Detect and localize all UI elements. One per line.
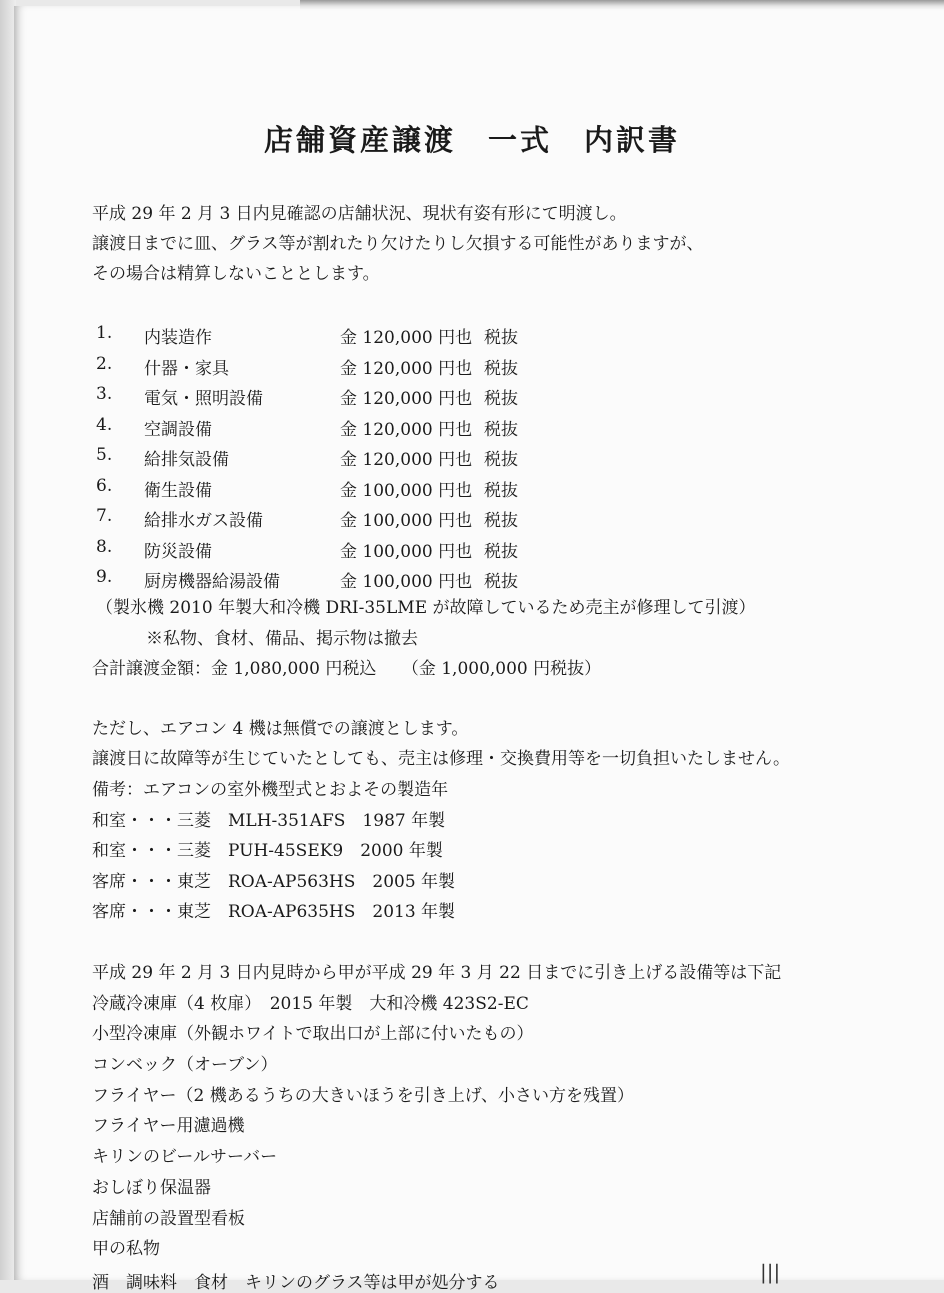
item-number: 2. — [96, 353, 113, 374]
item-name: 衛生設備 — [144, 480, 212, 501]
item-row — [0, 445, 944, 469]
item-row — [0, 415, 944, 439]
intro-line-2: 譲渡日までに皿、グラス等が割れたり欠けたりし欠損する可能性がありますが、 — [92, 234, 704, 254]
removal-line-6: フライヤー用濾過機 — [92, 1116, 245, 1136]
aircon-line-6: 客席・・・東芝 ROA-AP563HS 2005 年製 — [92, 872, 456, 892]
item-row — [0, 506, 944, 530]
item-amount: 金 120,000 円也 — [340, 450, 473, 470]
item-tax: 税抜 — [484, 328, 518, 348]
aircon-line-3: 備考：エアコンの室外機型式とおよその製造年 — [92, 780, 449, 800]
scan-shadow — [300, 0, 944, 10]
removal-line-9: 店舗前の設置型看板 — [92, 1209, 245, 1229]
removal-line-4: コンベック（オーブン） — [92, 1055, 278, 1075]
item-number: 4. — [96, 414, 113, 435]
item-name: 給排水ガス設備 — [144, 511, 263, 531]
aircon-line-1: ただし、エアコン 4 機は無償での譲渡とします。 — [92, 719, 469, 739]
aircon-line-4: 和室・・・三菱 MLH-351AFS 1987 年製 — [92, 811, 446, 831]
item-amount: 金 100,000 円也 — [340, 541, 473, 562]
removal-line-8: おしぼり保温器 — [92, 1178, 211, 1198]
item-number: 8. — [96, 536, 113, 557]
aircon-line-5: 和室・・・三菱 PUH-45SEK9 2000 年製 — [92, 841, 443, 861]
removal-line-3: 小型冷凍庫（外観ホワイトで取出口が上部に付いたもの） — [92, 1024, 534, 1044]
item-row — [0, 384, 944, 408]
item-row — [0, 476, 944, 500]
removal-line-2: 冷蔵冷凍庫（4 枚扉） 2015 年製 大和冷機 423S2-EC — [92, 994, 529, 1014]
item-amount: 金 100,000 円也 — [340, 480, 473, 501]
item-name: 電気・照明設備 — [144, 389, 263, 409]
item-number: 7. — [96, 506, 113, 526]
item-tax: 税抜 — [484, 419, 518, 440]
item-row — [0, 323, 944, 347]
item-row — [0, 537, 944, 561]
cutoff-line: 酒 調味料 食材 キリンのグラス等は甲が処分する — [92, 1273, 500, 1293]
removal-line-5: フライヤー（2 機あるうちの大きいほうを引き上げ、小さい方を残置） — [92, 1086, 635, 1106]
removal-line-10: 甲の私物 — [92, 1239, 160, 1259]
item-name: 空調設備 — [144, 419, 212, 440]
aircon-line-2: 譲渡日に故障等が生じていたとしても、売主は修理・交換費用等を一切負担いたしません。 — [92, 749, 791, 769]
item-number: 9. — [96, 567, 113, 587]
item-amount: 金 120,000 円也 — [340, 389, 473, 409]
document-title: 店舗資産譲渡 一式 内訳書 — [263, 123, 680, 157]
item-name: 給排気設備 — [144, 450, 229, 470]
item-name: 什器・家具 — [144, 358, 229, 379]
intro-line-3: その場合は精算しないこととします。 — [92, 264, 380, 284]
item-tax: 税抜 — [484, 358, 518, 379]
removal-line-7: キリンのビールサーバー — [92, 1147, 278, 1167]
ice-machine-note: （製氷機 2010 年製大和冷機 DRI-35LME が故障しているため売主が修理して引渡） — [96, 598, 756, 618]
item-tax: 税抜 — [484, 511, 518, 531]
item-number: 6. — [96, 475, 113, 496]
item-tax: 税抜 — [484, 450, 518, 470]
aircon-line-7: 客席・・・東芝 ROA-AP635HS 2013 年製 — [92, 902, 456, 922]
total-amount: 合計譲渡金額：金 1,080,000 円税込 （金 1,000,000 円税抜） — [92, 659, 602, 679]
item-name: 内装造作 — [144, 328, 212, 348]
item-row — [0, 567, 944, 591]
item-number: 1. — [96, 323, 113, 343]
item-amount: 金 120,000 円也 — [340, 328, 473, 348]
item-number: 5. — [96, 445, 113, 465]
private-items-note: ※私物、食材、備品、掲示物は撤去 — [146, 629, 418, 649]
item-amount: 金 120,000 円也 — [340, 358, 473, 379]
item-amount: 金 100,000 円也 — [340, 572, 473, 592]
item-number: 3. — [96, 384, 113, 404]
item-name: 厨房機器給湯設備 — [144, 572, 280, 592]
removal-line-1: 平成 29 年 2 月 3 日内見時から甲が平成 29 年 3 月 22 日までに引き上げる設備等は下記 — [92, 963, 782, 983]
handwritten-mark: ||| — [760, 1260, 781, 1284]
item-amount: 金 100,000 円也 — [340, 511, 473, 531]
item-row — [0, 354, 944, 378]
item-tax: 税抜 — [484, 480, 518, 501]
item-tax: 税抜 — [484, 389, 518, 409]
intro-line-1: 平成 29 年 2 月 3 日内見確認の店舗状況、現状有姿有形にて明渡し。 — [92, 204, 627, 224]
item-tax: 税抜 — [484, 572, 518, 592]
item-name: 防災設備 — [144, 541, 212, 562]
item-tax: 税抜 — [484, 541, 518, 562]
item-amount: 金 120,000 円也 — [340, 419, 473, 440]
